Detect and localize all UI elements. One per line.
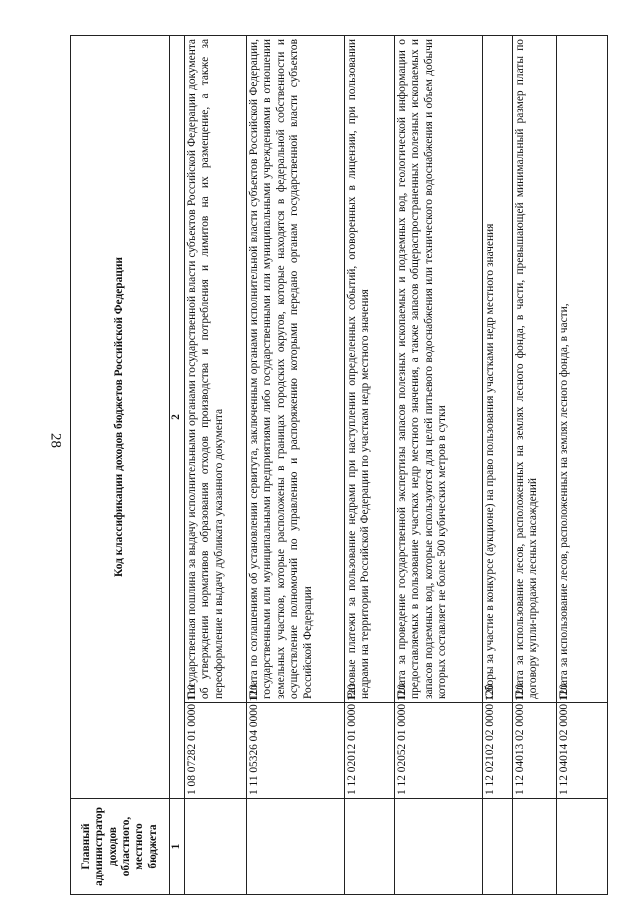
header-admin: Главный администратор доходов областного, местного бюджета — [71, 799, 170, 895]
admin-cell — [345, 799, 395, 895]
code-cell: 1 12 02052 01 0000 120 — [395, 703, 483, 799]
code-cell: 1 12 02012 01 0000 120 — [345, 703, 395, 799]
code-cell: 1 11 05326 04 0000 120 — [247, 703, 345, 799]
code-cell: 1 12 04014 02 0000 120 — [557, 703, 608, 799]
col-number-1: 1 — [170, 799, 185, 895]
col-number-2: 2 — [170, 36, 185, 799]
admin-cell — [483, 799, 513, 895]
description-cell: Плата за использование лесов, расположенных на землях лесного фонда, в части, превышающей минимальный размер платы по договору купли-продажи лесных насаждений — [513, 36, 557, 703]
admin-cell — [513, 799, 557, 895]
code-cell: 1 08 07282 01 0000 110 — [185, 703, 247, 799]
revenue-classification-table — [70, 35, 608, 895]
header-code: Код классификации доходов бюджетов Российской Федерации — [71, 36, 170, 799]
description-cell: Плата по соглашениям об установлении сервитута, заключенным органами исполнительной власти субъектов Российской Федерации, государственными или муниципальными предприятиями либо государственными или муниципальными учреждениями в отношении земельных участков, которые расположены в границах городских округов, которые находятся в федеральной собственности и осуществление полномочий по управлению и распоряжению которыми передано органам государственной власти субъектов Российской Федерации — [247, 36, 345, 703]
admin-cell — [395, 799, 483, 895]
code-cell: 1 12 04013 02 0000 120 — [513, 703, 557, 799]
description-cell: Плата за проведение государственной экспертизы запасов полезных ископаемых и подземных вод, геологической информации о предоставляемых в пользование участках недр местного значения, а также запасов общераспространенных полезных ископаемых и запасов подземных вод, которые используются для целей питьевого водоснабжения или технического водоснабжения и объем добычи которых составляет не более 500 кубических метров в сутки — [395, 36, 483, 703]
description-cell: Разовые платежи за пользование недрами при наступлении определенных событий, оговоренных в лицензии, при пользовании недрами на территории Российской Федерации по участкам недр местного значения — [345, 36, 395, 703]
admin-cell — [247, 799, 345, 895]
revenue-classification-table-wrapper — [70, 35, 608, 895]
admin-cell — [185, 799, 247, 895]
table-row — [557, 36, 608, 895]
code-cell: 1 12 02102 02 0000 120 — [483, 703, 513, 799]
page-number: 28 — [47, 433, 64, 448]
admin-cell — [557, 799, 608, 895]
table-row — [483, 36, 513, 895]
table-row — [185, 36, 247, 895]
description-cell: Плата за использование лесов, расположенных на землях лесного фонда, в части, — [557, 36, 608, 703]
description-cell: Сборы за участие в конкурсе (аукционе) на право пользования участками недр местного значения — [483, 36, 513, 703]
table-row — [513, 36, 557, 895]
table-row — [345, 36, 395, 895]
table-row — [395, 36, 483, 895]
description-cell: Государственная пошлина за выдачу исполнительными органами государственной власти субъектов Российской Федерации документа об утверждении нормативов образования отходов производства и потребления и лимитов на их размещение, а также за переоформление и выдачу дубликата указанного документа — [185, 36, 247, 703]
table-row — [247, 36, 345, 895]
